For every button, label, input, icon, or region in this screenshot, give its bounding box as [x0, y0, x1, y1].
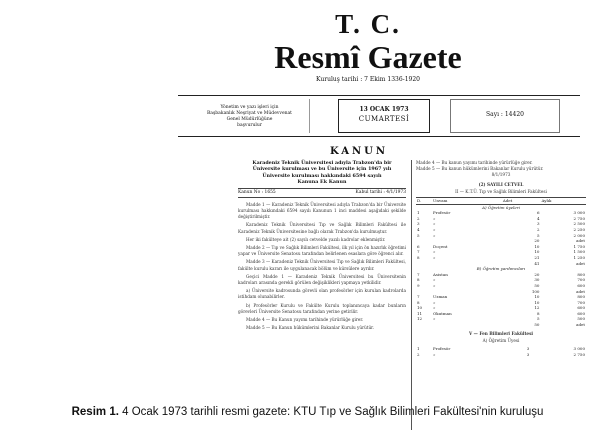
cell-aylik: 600: [577, 282, 585, 288]
cell-adet: 10: [534, 299, 540, 305]
cell-adet: 21: [534, 254, 540, 260]
cell-adet: 20: [534, 271, 540, 277]
cetvel-subtitle: II — K.T.Ü. Tıp ve Sağlık Bilimleri Fakültesi: [455, 188, 547, 194]
cell-unvan: [432, 322, 502, 328]
law-paragraph: Madde 3 — Karadeniz Teknik Üniversitesi Tıp ve Sağlık Bilimleri Fakültesi, fakülte kurulu kararı ile uygulanacak bölüm ve kürsülere ayrılır.: [238, 259, 406, 271]
cell-adet: 8: [536, 310, 540, 316]
caption-text: 4 Ocak 1973 tarihli resmi gazete: KTU Tıp ve Sağlık Bilimleri Fakültesi'nin kuruluşu: [118, 406, 544, 418]
law-paragraph: Madde 5 — Bu Kanun hükümlerini Bakanlar Kurulu yürütür.: [246, 325, 375, 331]
cell-unvan: »: [433, 305, 436, 311]
issue-day: CUMARTESİ: [358, 115, 410, 123]
cell-unvan: »: [433, 232, 436, 238]
cell-aylik: 2 750: [573, 351, 585, 357]
cell-aylik: adet: [576, 260, 585, 266]
cell-adet: 2: [536, 226, 540, 232]
law-title: [238, 160, 406, 186]
cell-d: 2: [417, 351, 420, 357]
cell-aylik: adet: [576, 322, 585, 328]
cell-unvan: »: [433, 226, 436, 232]
cell-adet: 5: [536, 316, 540, 322]
cell-aylik: 1 500: [573, 249, 585, 255]
cetvel-body: [416, 204, 586, 328]
cell-unvan: Uzman: [433, 294, 448, 300]
cell-aylik: 800: [577, 271, 585, 277]
law-paragraph: Geçici Madde 1 — Karadeniz Teknik Üniversitesi bu Üniversitenin kadroları arasında gerekli görülen değişiklikleri yapmaya yetkilidir.: [238, 273, 406, 286]
law-paragraph: Her iki fakülteye ait (2) sayılı cetvelde yazılı kadrolar eklenmiştir.: [246, 236, 386, 242]
caption-label: Resim 1.: [71, 406, 119, 418]
law-accepted-date: Kabul tarihi : 4/1/1973: [355, 189, 406, 195]
law-paragraph: a) Üniversite kadrosunda görevli olan profesörler için kurulan kadrolarda istihdam olunabilirler.: [238, 288, 406, 300]
header-line: Genel Müdürlüğüne: [226, 117, 273, 122]
cell-adet: 10: [534, 294, 540, 300]
table-row: [416, 352, 586, 358]
footer-date: 8/1/1973: [491, 172, 511, 178]
cell-unvan: »: [433, 249, 436, 255]
cell-adet: 41: [534, 260, 540, 266]
law-meta: [238, 188, 406, 198]
cell-d: 6: [417, 243, 420, 249]
cell-d: 5: [417, 232, 420, 238]
cell-aylik: 2 750: [573, 215, 585, 221]
law-title-line: Kanuna Ek Kanun: [297, 179, 347, 186]
cell-adet: 3: [536, 221, 540, 227]
second-section-title: V — Fen Bilimleri Fakültesi: [468, 330, 534, 336]
cell-unvan: »: [433, 215, 436, 221]
cell-adet: 3: [526, 351, 530, 357]
cell-aylik: 2 000: [573, 232, 585, 238]
cell-d: 11: [417, 310, 423, 316]
law-paragraph: Karadeniz Teknik Üniversitesi Tıp ve Sağlık Bilimleri Fakültesi ile Karadeniz Teknik Üniversitesine bağlı olarak Trabzon'da kurulmuştur.: [238, 222, 406, 234]
cetvel-title: (2) SAYILI CETVEL: [478, 181, 524, 187]
cell-adet: 12: [534, 305, 540, 311]
header-line: Başbakanlık Neşriyat ve Müdevvenat: [207, 111, 292, 116]
masthead-title: Resmî Gazete: [274, 39, 462, 75]
col-header: Unvanı: [432, 198, 502, 205]
cell-unvan: »: [433, 277, 436, 283]
cell-adet: 30: [534, 277, 540, 283]
law-text-column: [238, 160, 406, 333]
law-number: Kanun No : 1655: [238, 189, 276, 195]
second-body: [416, 346, 586, 357]
cell-d: [416, 322, 432, 328]
cell-aylik: 800: [577, 294, 585, 300]
cell-d: 10: [417, 305, 423, 311]
group-title: A) Öğretim üyeleri: [482, 204, 520, 210]
cell-aylik: adet: [576, 238, 585, 244]
cell-unvan: Doçent: [433, 243, 448, 249]
masthead-tc: T. C.: [335, 9, 401, 39]
cell-unvan: »: [433, 299, 436, 305]
masthead-founded: Kuruluş tarihi : 7 Ekim 1336-1920: [316, 76, 420, 83]
cell-unvan: »: [433, 316, 436, 322]
cell-d: 8: [417, 299, 420, 305]
cell-d: 1: [417, 210, 420, 216]
law-paragraph: b) Profesörler Kurulu ve Fakülte Kurulu toplanıncaya kadar bunların görevleri Üniversite Senatosu tarafından yerine getirilir.: [238, 302, 406, 314]
col-header: D.: [416, 198, 432, 205]
cell-adet: 6: [536, 210, 540, 216]
cell-adet: 20: [534, 238, 540, 244]
cell-d: 8: [417, 254, 420, 260]
law-title-line: Karadeniz Teknik Üniversitesi adıyla Trabzon'da bir: [252, 160, 392, 166]
cell-aylik: 700: [577, 277, 585, 283]
cell-aylik: 3 000: [573, 346, 585, 352]
second-table: [416, 346, 586, 357]
cell-d: 1: [417, 346, 420, 352]
cell-unvan: Profesör: [433, 346, 451, 352]
cell-unvan: »: [433, 221, 436, 227]
header-line: Yönetim ve yazı işleri için: [220, 105, 279, 110]
cell-unvan: »: [433, 282, 436, 288]
cell-aylik: 1 750: [573, 243, 585, 249]
cell-aylik: 700: [577, 299, 585, 305]
cetvel-header-row: [416, 198, 586, 205]
cell-d: 2: [417, 215, 420, 221]
cell-unvan: »: [433, 351, 436, 357]
cell-unvan: Profesör: [433, 210, 451, 216]
cell-adet: 10: [534, 243, 540, 249]
law-paragraph: Madde 2 — Tıp ve Sağlık Bilimleri Fakültesi, ilk yıl için ön hazırlık öğretimi yapar ve Üniversite Senatosu tarafından belirlenen esaslara göre öğrenci alır.: [238, 245, 406, 257]
cell-d: 4: [417, 226, 420, 232]
cell-aylik: 500: [577, 316, 585, 322]
cell-adet: 5: [536, 232, 540, 238]
cell-unvan: Okutman: [433, 310, 452, 316]
cell-d: 12: [417, 316, 423, 322]
cell-adet: 100: [531, 288, 540, 294]
second-group-title: A) Öğretim Üyesi: [482, 337, 520, 343]
issue-number: Sayı : 14420: [450, 99, 560, 133]
figure-caption: [0, 406, 615, 418]
col-header: Adet: [502, 198, 541, 205]
cell-aylik: 600: [577, 305, 585, 311]
cell-unvan: Asistan: [433, 271, 448, 277]
cell-adet: 4: [536, 215, 540, 221]
issue-date: 13 OCAK 1973: [359, 106, 409, 113]
cell-aylik: 3 000: [573, 210, 585, 216]
cell-aylik: 2 500: [573, 221, 585, 227]
cell-d: 3: [417, 221, 420, 227]
group-title: B) Öğretim yardımcıları: [476, 266, 526, 272]
cell-aylik: 600: [577, 310, 585, 316]
masthead: [258, 8, 478, 84]
cell-aylik: adet: [576, 288, 585, 294]
header-line: başvurulur: [237, 123, 262, 128]
footer-line: Madde 5 — Bu kanun hükümlerini Bakanlar Kurulu yürütür.: [416, 166, 544, 172]
law-title-line: Üniversite kurulması hakkındaki 6594 sayılı: [262, 172, 382, 179]
cell-adet: 3: [526, 346, 530, 352]
cell-aylik: 1 250: [573, 254, 585, 260]
table-row: [416, 322, 586, 328]
cell-unvan: »: [433, 254, 436, 260]
cell-adet: 50: [534, 322, 540, 328]
cell-d: 7: [417, 271, 420, 277]
cell-adet: 50: [534, 282, 540, 288]
cell-aylik: 2 250: [573, 226, 585, 232]
cell-adet: 10: [534, 249, 540, 255]
cell-d: 8: [417, 277, 420, 283]
column-divider: [411, 160, 412, 430]
cell-d: 9: [417, 282, 420, 288]
law-paragraph: Madde 1 — Karadeniz Teknik Üniversitesi adıyla Trabzon'da bir Üniversite kurulması hakkındaki 6594 sayılı Kanunun 1 inci maddesi aşağıdaki şekilde değiştirilmiştir.: [238, 201, 406, 220]
cetvel-column: [416, 160, 586, 357]
cell-d: 7: [417, 249, 420, 255]
law-title-line: Üniversite kurulması ve bu Üniversite için 1967 yılı: [252, 166, 392, 173]
header-contact-note: [190, 99, 310, 133]
cetvel-table: [416, 197, 586, 328]
law-paragraph: Madde 4 — Bu Kanun yayımı tarihinde yürürlüğe girer.: [246, 317, 364, 323]
issue-header: [178, 95, 580, 137]
issue-date-box: [338, 99, 430, 133]
section-title: KANUN: [330, 146, 389, 157]
footer-line: Madde 4 — Bu kanun yayımı tarihinde yürürlüğe girer.: [416, 160, 533, 165]
col-header: Aylık: [540, 198, 586, 205]
cell-d: 7: [417, 294, 420, 300]
